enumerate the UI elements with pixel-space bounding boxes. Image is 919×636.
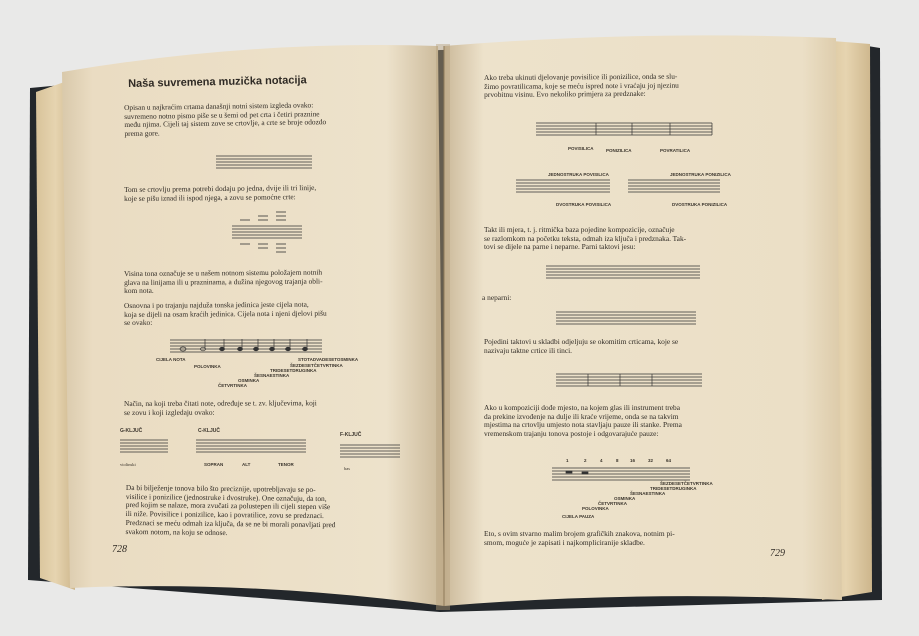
note-label-128th: STOTADVADESETOSMINKA (298, 357, 359, 362)
right-page-number: 729 (770, 548, 785, 559)
rest-number-1: 1 (566, 458, 569, 463)
rest-number-8: 8 (616, 458, 619, 463)
rest-label-whole: CIJELA PAUZA (562, 514, 595, 519)
rest-label-64th: ŠEZDESETČETVRTINKA (660, 481, 713, 486)
c-clef-label: C-KLJUČ (198, 428, 220, 434)
acc-label-single-sharp: JEDNOSTRUKA POVISILICA (548, 172, 609, 177)
note-label-whole: CIJELA NOTA (156, 357, 186, 362)
alto-label: ALT (242, 462, 251, 467)
acc-label-double-flat: DVOSTRUKA PONIZILICA (672, 202, 728, 207)
soprano-label: SOPRAN (204, 462, 224, 467)
left-paragraph-2: Tom se crtovlju prema potrebi dodaju po jedna, dvije ili tri linije, koje se pišu iznad ili ispod njega, a zovu se pomoćne crte: (123, 182, 317, 203)
left-paragraph-1: Opisan u najkraćim crtama današnji notni sistem izgleda ovako: suvremeno notno pismo piše se u šemi od pet crta i četiri praznine među njima. Cijeli taj sistem zove se crtovlje, a crte se broje odozdo prema gore. (123, 100, 327, 139)
note-label-sixteenth: ŠESNAESTINKA (254, 373, 290, 378)
bass-label: bas (344, 466, 350, 471)
rest-number-64: 64 (666, 458, 672, 463)
note-label-quarter: ČETVRTINKA (218, 383, 247, 388)
left-page-number: 728 (112, 544, 127, 555)
rest-label-32nd: TRIDESETDRUGINKA (650, 486, 697, 491)
right-paragraph-1: Ako treba ukinuti djelovanje povisilice ili ponizilice, onda se slu- žimo povratilicama, koje se meću ispred note i vraćaju joj njezinu prvobitnu visinu. Evo nekoliko primjera za predznake: (483, 71, 679, 100)
note-label-64th: ŠEZDESETČETVRTINKA (290, 363, 343, 368)
left-paragraph-3: Visina tona označuje se u našem notnom sistemu položajem notnih glava na linijama ili u prazninama, a dužina njegovog trajanja obli- kom nota. (123, 267, 323, 296)
acc-label-flat: PONIZILICA (606, 148, 632, 153)
acc-label-double-sharp: DVOSTRUKA POVISILICA (556, 202, 612, 207)
note-label-eighth: OSMINKA (238, 378, 260, 383)
rest-number-32: 32 (648, 458, 654, 463)
note-label-32nd: TRIDESETDRUGINKA (270, 368, 317, 373)
acc-label-sharp: POVISILICA (568, 146, 594, 151)
g-clef-label: G-KLJUČ (120, 428, 143, 434)
tenor-label: TENOR (278, 462, 294, 467)
rest-label-sixteenth: ŠESNAESTINKA (630, 491, 666, 496)
rest-label-eighth: OSMINKA (614, 496, 636, 501)
rest-number-4: 4 (600, 458, 603, 463)
right-paragraph-5: Ako u kompoziciji dođe mjesto, na kojem glas ili instrument treba da prekine izvođenje na dulje ili kraće vrijeme, onda se na takvim mjestima na crtovlju umjesto nota stavljaju pauze ili stanke. Prema vremenskom trajanju tonova postoje i odgovarajuće pauze: (484, 403, 682, 439)
acc-label-natural: POVRATILICA (660, 148, 691, 153)
right-paragraph-3: a neparni: (482, 293, 512, 302)
rest-label-quarter: ČETVRTINKA (598, 501, 627, 506)
f-clef-label: F-KLJUČ (340, 432, 362, 438)
right-paragraph-6: Eto, s ovim stvarno malim brojem grafičkih znakova, notnim pi- smom, moguće je zapisati i najkompliciranije skladbe. (484, 529, 675, 547)
note-label-half: POLOVINKA (194, 364, 221, 369)
left-paragraph-5: Način, na koji treba čitati note, određuje se t. zv. ključevima, koji se zovu i koji izgledaju ovako: (123, 398, 317, 417)
right-paragraph-2: Takt ili mjera, t. j. ritmička baza pojedine kompozicije, označuje se razlomkom na početku teksta, odmah iza ključa i predznaka. Tak- tovi se dijele na parne i neparne. Parni taktovi jesu: (484, 225, 687, 252)
rest-number-2: 2 (584, 458, 587, 463)
rest-number-16: 16 (630, 458, 636, 463)
left-paragraph-4: Osnovna i po trajanju najduža tonska jedinica jeste cijela nota, koja se dijeli na osam kraćih jedinica. Cijela nota i njeni djelovi pišu se ovako: (123, 299, 327, 328)
left-paragraph-6: Da bi bilježenje tonova bilo što preciznije, upotrebljavaju se po- visilice i ponizilice (jednostruke i dvostruke). One označuju, da ton, pred kojim se nalaze, mora zvučati za polustepen ili cijeli stepen više ili niže. Povisilice i ponizilice, kao i povratilice, zovu se predznaci. Predznaci se meću odmah iza ključa, da se ne bi morali ponavljati pred svakom notom, na koju se odnose. (125, 483, 336, 537)
violin-label: violinski (120, 462, 136, 467)
left-heading: Naša suvremena muzička notacija (128, 74, 307, 90)
acc-label-single-flat: JEDNOSTRUKA PONIZILICA (670, 172, 731, 177)
rest-label-half: POLOVINKA (582, 506, 609, 511)
right-paragraph-4: Pojedini taktovi u skladbi odjeljuju se okomitim crticama, koje se nazivaju taktne crtice ili tinci. (484, 337, 679, 355)
